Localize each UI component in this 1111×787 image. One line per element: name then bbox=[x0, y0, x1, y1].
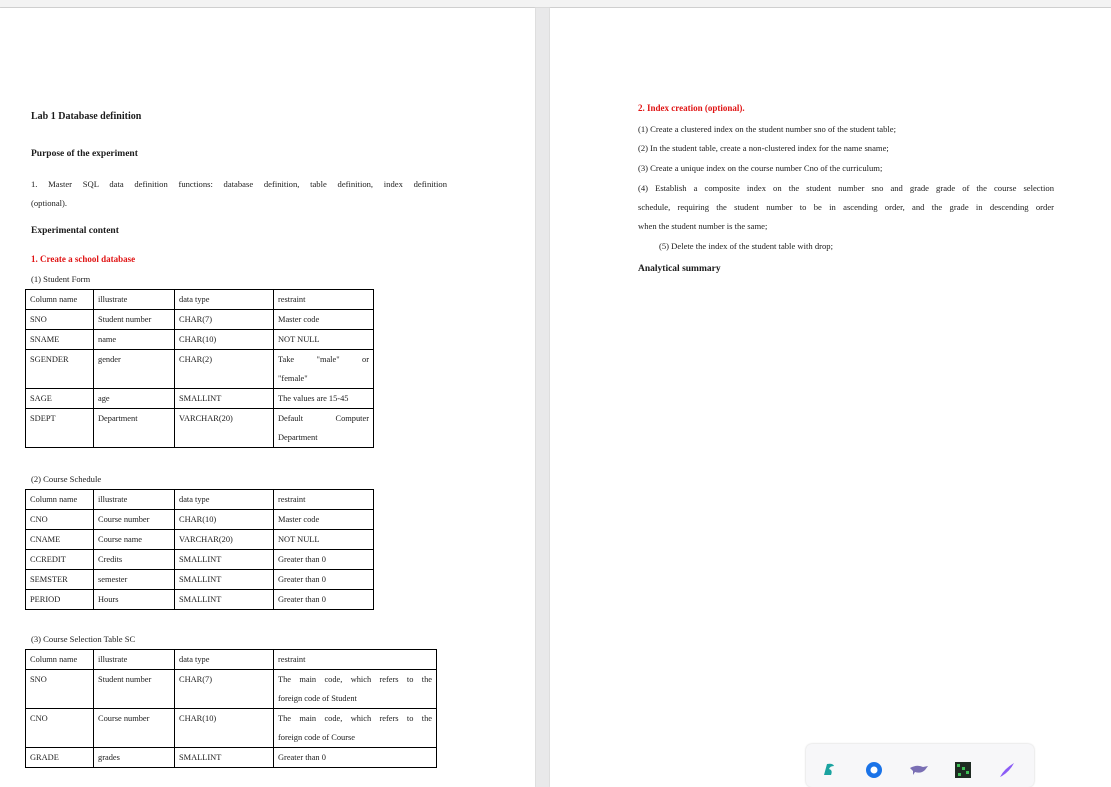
course-selection-table bbox=[25, 649, 437, 768]
table-cell: SAGE bbox=[26, 389, 94, 409]
table-cell: VARCHAR(20) bbox=[175, 530, 274, 550]
table-cell: Credits bbox=[94, 550, 175, 570]
table-cell: gender bbox=[94, 350, 175, 389]
table-cell: Greater than 0 bbox=[274, 748, 437, 768]
cell-line: foreign code of Student bbox=[278, 694, 357, 703]
table-row bbox=[26, 748, 437, 768]
header-cell: Column name bbox=[26, 490, 94, 510]
table-cell bbox=[274, 409, 374, 448]
table-cell bbox=[274, 350, 374, 389]
feather-pen-icon[interactable] bbox=[996, 759, 1018, 781]
table-cell bbox=[274, 709, 437, 748]
table-3-caption: (3) Course Selection Table SC bbox=[31, 634, 136, 644]
purpose-text-line-2: (optional). bbox=[31, 198, 68, 208]
table-cell: CNO bbox=[26, 510, 94, 530]
table-cell: age bbox=[94, 389, 175, 409]
table-cell: SNAME bbox=[26, 330, 94, 350]
table-cell: SNO bbox=[26, 310, 94, 330]
section-1-heading: 1. Create a school database bbox=[31, 254, 136, 264]
table-cell: CHAR(10) bbox=[175, 510, 274, 530]
table-header-row bbox=[26, 650, 437, 670]
table-cell: SMALLINT bbox=[175, 570, 274, 590]
purpose-heading: Purpose of the experiment bbox=[31, 149, 138, 159]
document-page-2 bbox=[550, 8, 1111, 787]
student-form-table bbox=[25, 289, 374, 448]
header-cell: Column name bbox=[26, 650, 94, 670]
table-cell: CHAR(7) bbox=[175, 670, 274, 709]
table-cell: CHAR(2) bbox=[175, 350, 274, 389]
top-toolbar-strip bbox=[0, 0, 1111, 8]
table-cell: Course number bbox=[94, 510, 175, 530]
table-cell: CCREDIT bbox=[26, 550, 94, 570]
section-2-heading: 2. Index creation (optional). bbox=[638, 103, 745, 113]
table-cell: CHAR(10) bbox=[175, 330, 274, 350]
table-cell: Greater than 0 bbox=[274, 570, 374, 590]
table-header-row bbox=[26, 490, 374, 510]
table-row bbox=[26, 670, 437, 709]
table-cell: CHAR(10) bbox=[175, 709, 274, 748]
header-cell: illustrate bbox=[94, 490, 175, 510]
header-cell: data type bbox=[175, 490, 274, 510]
table-cell: NOT NULL bbox=[274, 330, 374, 350]
analytical-summary-heading: Analytical summary bbox=[638, 264, 721, 274]
app-s-icon[interactable] bbox=[818, 759, 840, 781]
table-row bbox=[26, 530, 374, 550]
index-item-2: (2) In the student table, create a non-clustered index for the name sname; bbox=[638, 143, 889, 153]
index-item-4-line-2: schedule, requiring the student number to be in ascending order, and the grade in descending order bbox=[638, 202, 1054, 212]
content-heading: Experimental content bbox=[31, 226, 119, 236]
table-cell: Hours bbox=[94, 590, 175, 610]
table-cell: Student number bbox=[94, 310, 175, 330]
table-row bbox=[26, 409, 374, 448]
header-cell: restraint bbox=[274, 650, 437, 670]
table-cell: VARCHAR(20) bbox=[175, 409, 274, 448]
table-row bbox=[26, 510, 374, 530]
table-cell: Master code bbox=[274, 310, 374, 330]
table-cell: SMALLINT bbox=[175, 748, 274, 768]
table-row bbox=[26, 590, 374, 610]
table-cell: name bbox=[94, 330, 175, 350]
table-cell: Student number bbox=[94, 670, 175, 709]
table-cell: SMALLINT bbox=[175, 389, 274, 409]
table-cell: semester bbox=[94, 570, 175, 590]
table-cell: Department bbox=[94, 409, 175, 448]
table-cell: CHAR(7) bbox=[175, 310, 274, 330]
terminal-grid-icon[interactable] bbox=[952, 759, 974, 781]
header-cell: restraint bbox=[274, 490, 374, 510]
table-row bbox=[26, 389, 374, 409]
table-row bbox=[26, 550, 374, 570]
table-2-caption: (2) Course Schedule bbox=[31, 474, 102, 484]
table-cell: SMALLINT bbox=[175, 590, 274, 610]
table-cell: grades bbox=[94, 748, 175, 768]
course-schedule-table bbox=[25, 489, 374, 610]
header-cell: illustrate bbox=[94, 650, 175, 670]
floating-app-tray bbox=[806, 744, 1034, 787]
table-cell: CNO bbox=[26, 709, 94, 748]
table-cell: SDEPT bbox=[26, 409, 94, 448]
table-row bbox=[26, 330, 374, 350]
table-cell: The values are 15-45 bbox=[274, 389, 374, 409]
header-cell: data type bbox=[175, 650, 274, 670]
browser-circle-icon[interactable] bbox=[863, 759, 885, 781]
cell-line: The main code, which refers to the bbox=[278, 675, 432, 684]
table-cell: GRADE bbox=[26, 748, 94, 768]
cell-line: "female" bbox=[278, 374, 308, 383]
table-cell: Greater than 0 bbox=[274, 590, 374, 610]
table-row bbox=[26, 709, 437, 748]
cell-line: Take "male" or bbox=[278, 355, 369, 364]
document-page-1 bbox=[0, 8, 535, 787]
cell-line: foreign code of Course bbox=[278, 733, 355, 742]
table-cell: SMALLINT bbox=[175, 550, 274, 570]
table-cell: Course number bbox=[94, 709, 175, 748]
table-cell: SEMSTER bbox=[26, 570, 94, 590]
table-cell: PERIOD bbox=[26, 590, 94, 610]
cell-line: Default Computer bbox=[278, 414, 369, 423]
table-cell bbox=[274, 670, 437, 709]
table-row bbox=[26, 350, 374, 389]
index-item-4-line-3: when the student number is the same; bbox=[638, 221, 768, 231]
table-cell: Course name bbox=[94, 530, 175, 550]
table-cell: SGENDER bbox=[26, 350, 94, 389]
index-item-1: (1) Create a clustered index on the student number sno of the student table; bbox=[638, 124, 896, 134]
index-item-3: (3) Create a unique index on the course number Cno of the curriculum; bbox=[638, 163, 883, 173]
index-item-5: (5) Delete the index of the student table with drop; bbox=[659, 241, 833, 251]
bird-icon[interactable] bbox=[908, 759, 930, 781]
table-cell: Master code bbox=[274, 510, 374, 530]
document-title: Lab 1 Database definition bbox=[31, 111, 142, 122]
table-cell: SNO bbox=[26, 670, 94, 709]
table-1-caption: (1) Student Form bbox=[31, 274, 91, 284]
cell-line: The main code, which refers to the bbox=[278, 714, 432, 723]
table-cell: CNAME bbox=[26, 530, 94, 550]
header-cell: data type bbox=[175, 290, 274, 310]
table-header-row bbox=[26, 290, 374, 310]
table-cell: Greater than 0 bbox=[274, 550, 374, 570]
cell-line: Department bbox=[278, 433, 318, 442]
header-cell: Column name bbox=[26, 290, 94, 310]
purpose-text-line-1: 1. Master SQL data definition functions: database definition, table definition, index definition bbox=[31, 179, 447, 189]
index-item-4-line-1: (4) Establish a composite index on the student number sno and grade grade of the course selection bbox=[638, 183, 1054, 193]
header-cell: restraint bbox=[274, 290, 374, 310]
header-cell: illustrate bbox=[94, 290, 175, 310]
table-row bbox=[26, 310, 374, 330]
table-row bbox=[26, 570, 374, 590]
table-cell: NOT NULL bbox=[274, 530, 374, 550]
